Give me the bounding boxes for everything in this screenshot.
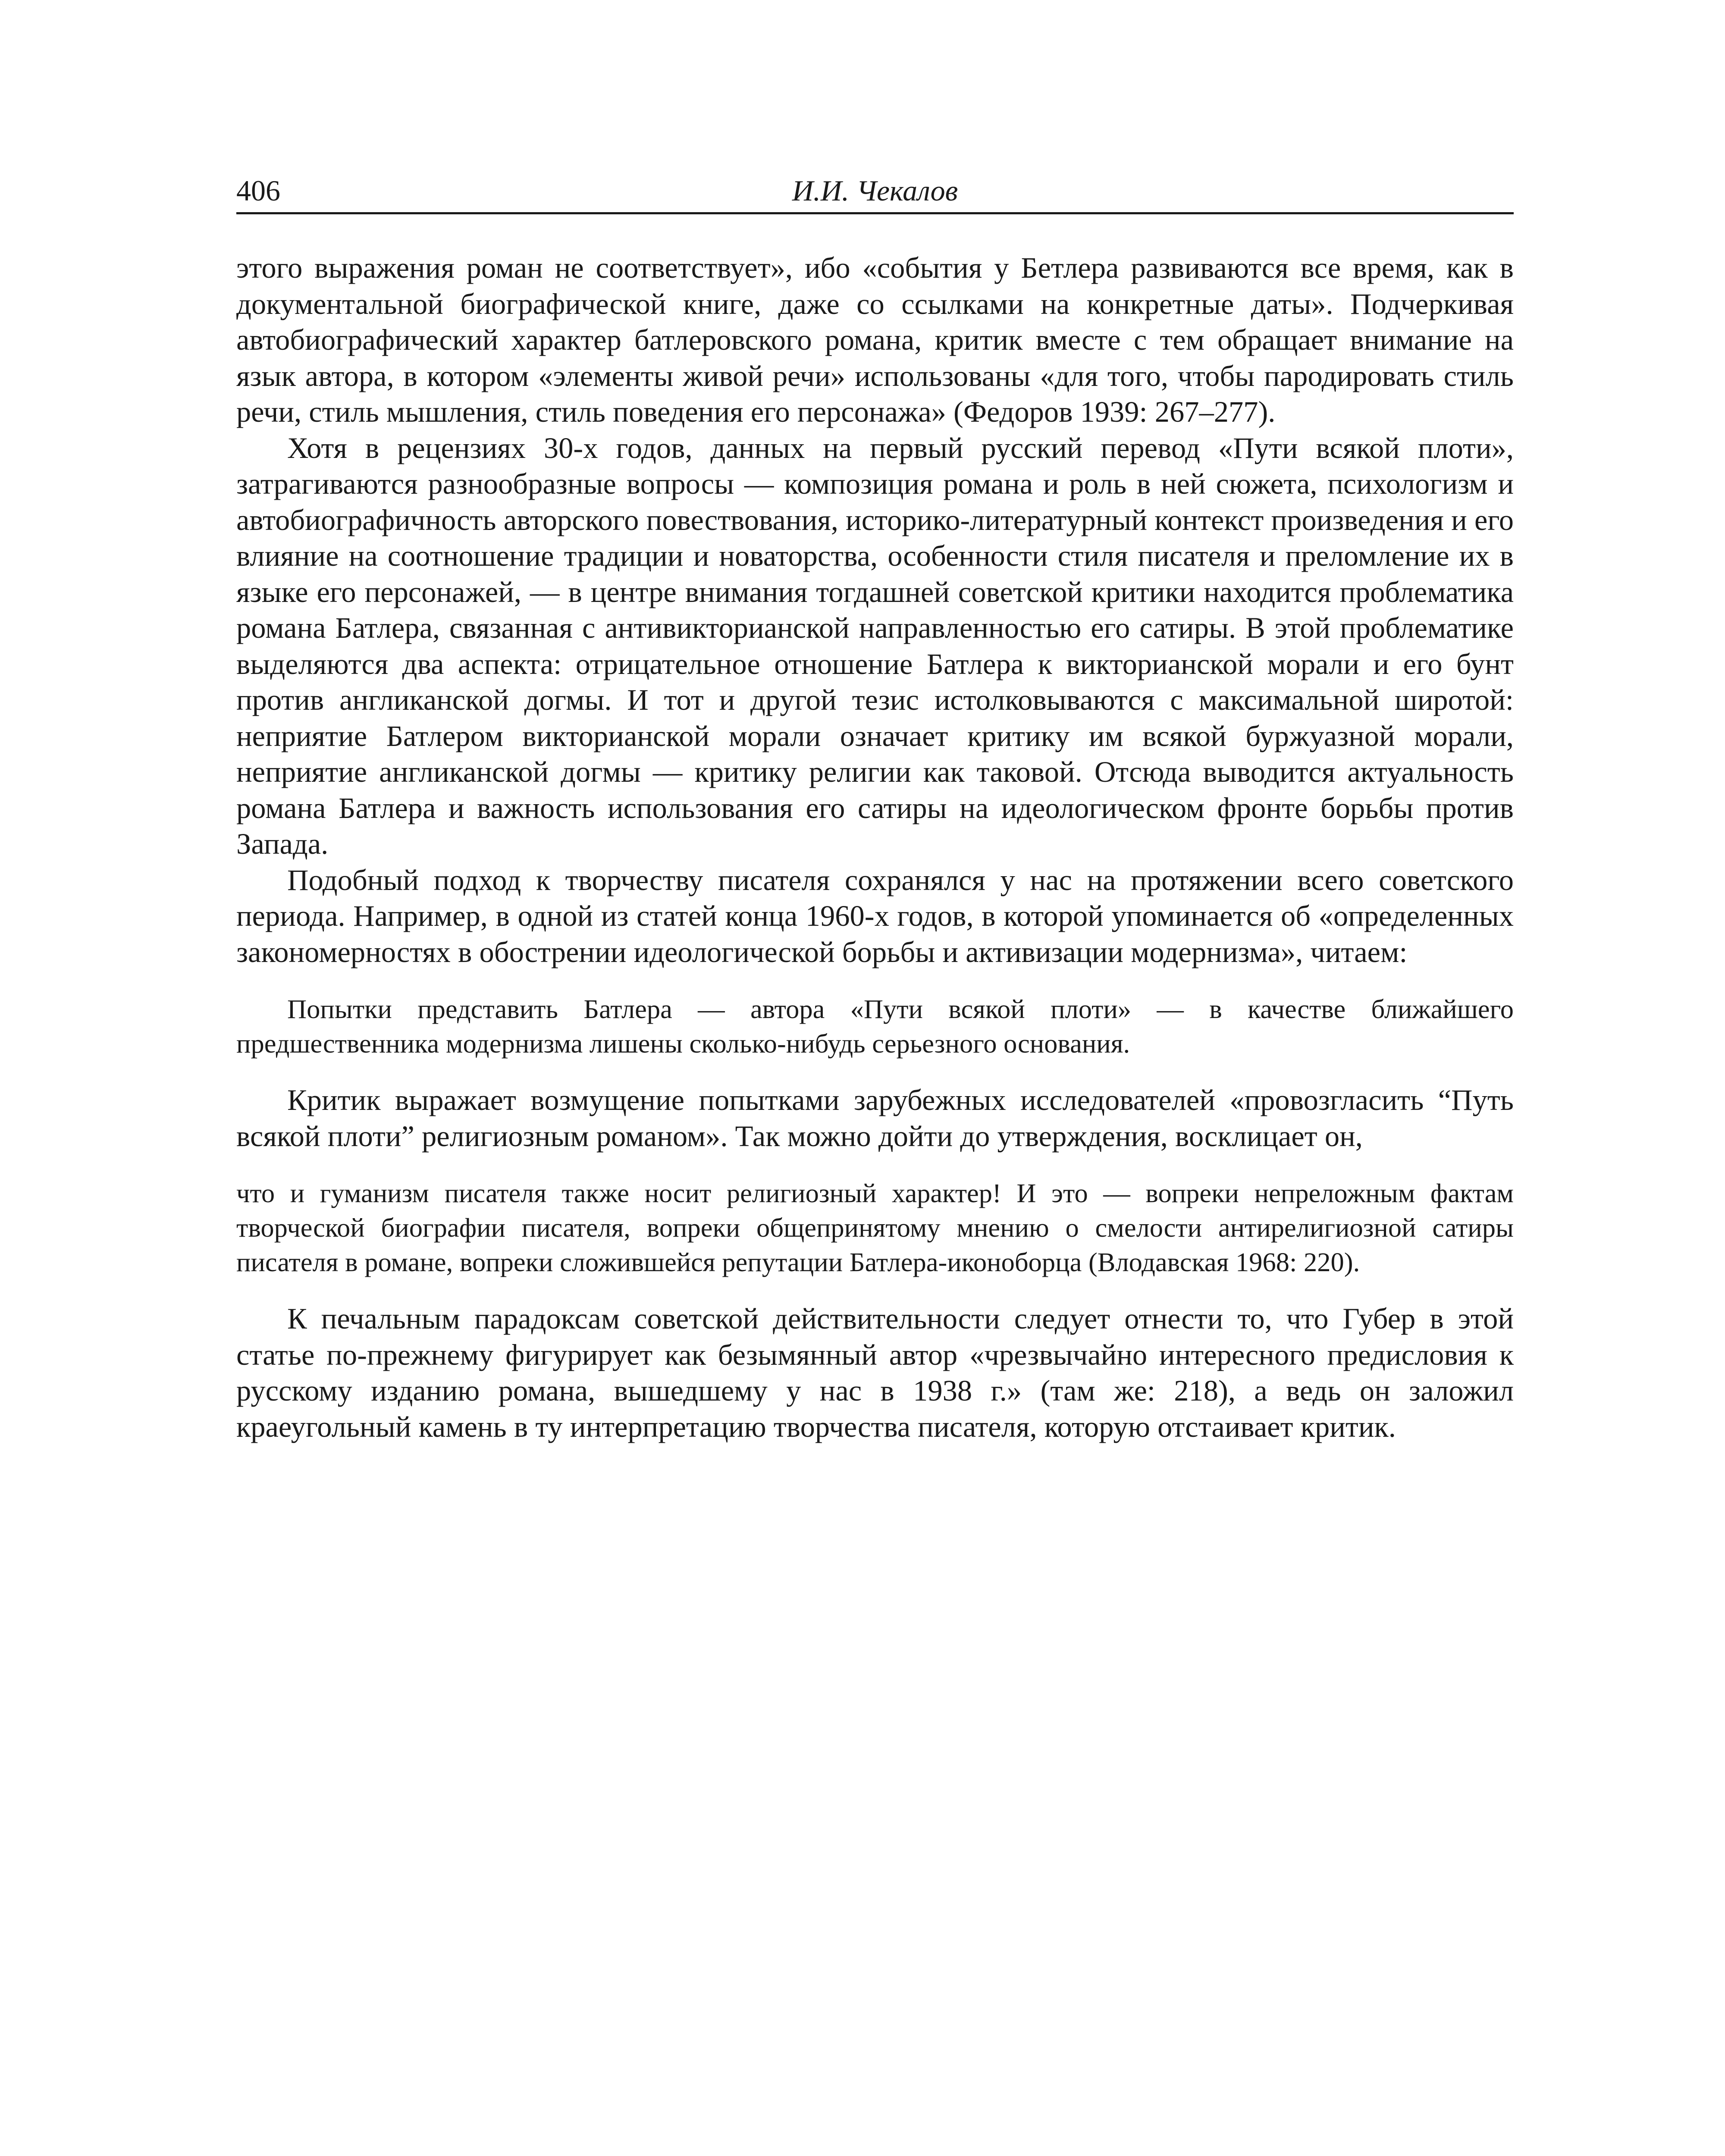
paragraph-1: этого выражения роман не соответствует», ибо «события у Бетлера развиваются все время, как в документальной биографической книге, даже со ссылками на конкретные даты». Подчеркивая автобиографический характер батлеровского романа, критик вместе с тем обращает внимание на язык автора, в котором «элементы живой речи» использованы «для того, чтобы пародировать стиль речи, стиль мышления, стиль поведения его персонажа» (Федоров 1939: 267–277). (236, 251, 1514, 428)
page-number: 406 (236, 174, 280, 207)
block-quote-1: Попытки представить Батлера — автора «Пути всякой плоти» — в качестве ближайшего предшественника модернизма лишены сколько-нибудь серьезного основания. (236, 994, 1514, 1059)
paragraph-4: Критик выражает возмущение попытками зарубежных исследователей «провозгласить “Путь всякой плоти” религиозным романом». Так можно дойти до утверждения, восклицает он, (236, 1084, 1514, 1153)
header-rule (236, 212, 1514, 214)
block-quote-2: что и гуманизм писателя также носит религиозный характер! И это — вопреки непреложным фактам творческой биографии писателя, вопреки общепринятому мнению о смелости антирелигиозной сатиры писателя в романе, вопреки сложившейся репутации Батлера-иконоборца (Влодавская 1968: 220). (236, 1178, 1514, 1277)
paragraph-5: К печальным парадоксам советской действительности следует отнести то, что Губер в этой статье по-прежнему фигурирует как безымянный автор «чрезвычайно интересного предисловия к русскому изданию романа, вышедшему у нас в 1938 г.» (там же: 218), а ведь он заложил краеугольный камень в ту интерпретацию творчества писателя, которую отстаивает критик. (236, 1302, 1514, 1443)
book-page (236, 0, 1514, 2156)
running-head (236, 169, 1514, 212)
body-text (236, 250, 1514, 1445)
running-title: И.И. Чекалов (792, 174, 958, 207)
paragraph-3: Подобный подход к творчеству писателя сохранялся у нас на протяжении всего советского периода. Например, в одной из статей конца 1960-х годов, в которой упоминается об «определенных закономерностях в обострении идеологической борьбы и активизации модернизма», читаем: (236, 863, 1514, 968)
paragraph-2: Хотя в рецензиях 30-х годов, данных на первый русский перевод «Пути всякой плоти», затрагиваются разнообразные вопросы — композиция романа и роль в ней сюжета, психологизм и автобиографичность авторского повествования, историко-литературный контекст произведения и его влияние на соотношение традиции и новаторства, особенности стиля писателя и преломление их в языке его персонажей, — в центре внимания тогдашней советской критики находится проблематика романа Батлера, связанная с антивикторианской направленностью его сатиры. В этой проблематике выделяются два аспекта: отрицательное отношение Батлера к викторианской морали и его бунт против англиканской догмы. И тот и другой тезис истолковываются с максимальной широтой: неприятие Батлером викторианской морали означает критику им всякой буржуазной морали, неприятие англиканской догмы — критику религии как таковой. Отсюда выводится актуальность романа Батлера и важность использования его сатиры на идеологическом фронте борьбы против Запада. (236, 431, 1514, 860)
